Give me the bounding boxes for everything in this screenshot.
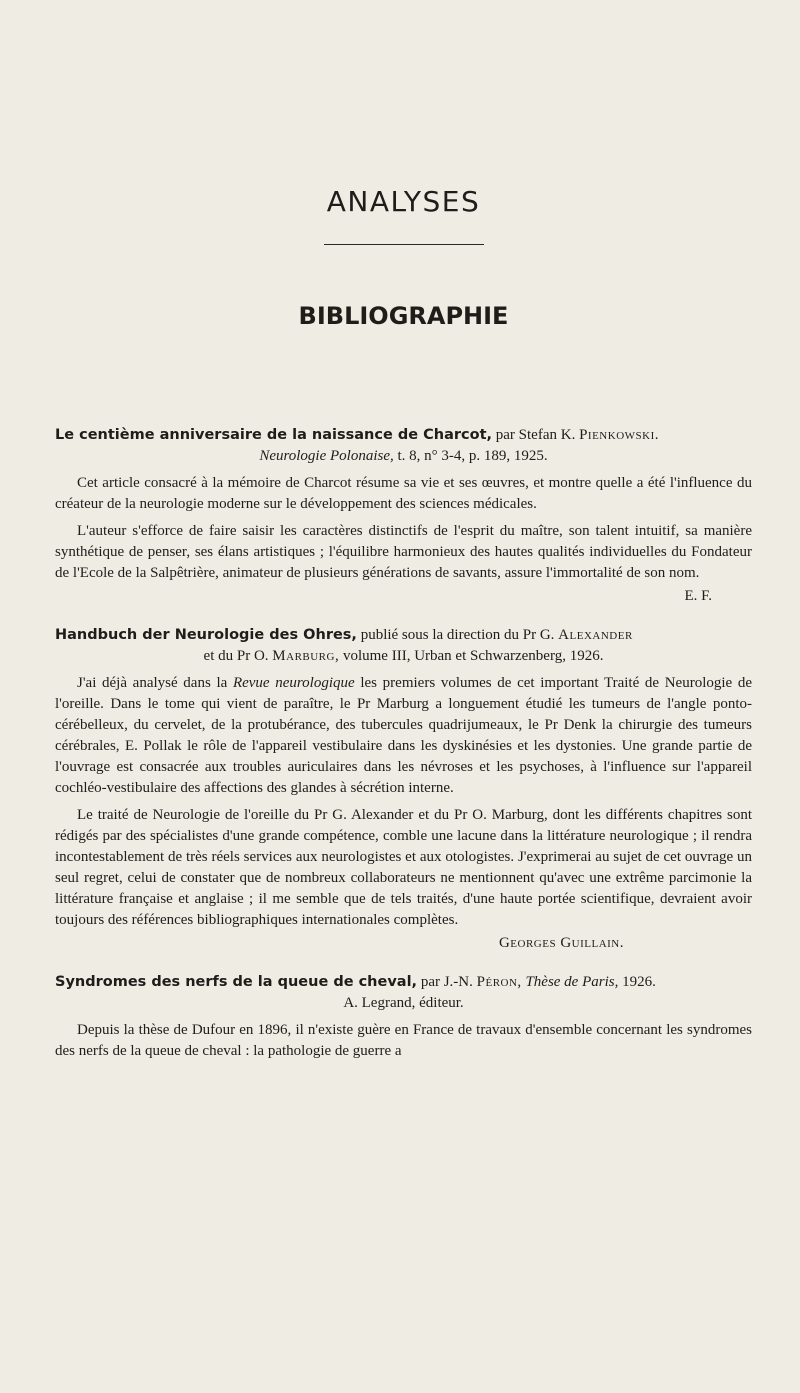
entry-paragraph: Le traité de Neurologie de l'oreille du Pr G. Alexander et du Pr O. Marburg, dont les différents chapitres sont rédigés par des spécialistes d'une grande compétence, comble une lacune dans la littérature neurologique ; il rendra incontestablement de très réels services aux neurologistes et aux otologistes. J'exprimerai au sujet de cet ouvrage un seul regret, celui de constater que de nombreux collaborateurs ne mentionnent qu'avec une extrême parcimonie la littérature française et anglaise ; il me semble que de tels traités, d'une haute portée scientifique, devraient avoir toujours des références bibliographiques internationales complètes. bbox=[55, 807, 752, 928]
entry-source-details: volume III, Urban et Schwarzenberg, 1926. bbox=[342, 648, 604, 664]
entry-coauthor: Marburg, bbox=[272, 648, 340, 664]
subsection-title: BIBLIOGRAPHIE bbox=[298, 302, 509, 330]
entry-title: Syndromes des nerfs de la queue de cheval, bbox=[55, 974, 418, 990]
bibliography-entry-syndromes bbox=[55, 972, 752, 1062]
journal-name: Revue neurologique bbox=[232, 675, 355, 691]
entry-heading bbox=[55, 625, 752, 667]
entry-direction: publié sous la direction du Pr G. bbox=[360, 627, 555, 643]
entry-journal: Neurologie Polonaise, bbox=[259, 448, 394, 464]
entry-author: Alexander bbox=[558, 627, 633, 643]
signature-name: Georges Guillain. bbox=[498, 935, 624, 951]
entry-source bbox=[55, 446, 752, 467]
entry-paragraph: L'auteur s'efforce de faire saisir les caractères distinctifs de l'esprit du maître, son talent intuitif, sa manière synthétique de penser, ses élans artistiques ; l'équilibre harmonieux des hautes qualités individuelles du Fondateur de l'Ecole de la Salpêtrière, animateur de plusieurs générations de savants, assure l'immortalité de son nom. bbox=[55, 523, 752, 581]
entry-source bbox=[55, 646, 752, 667]
entry-signature: E. F. bbox=[684, 588, 712, 604]
entry-author: Péron, bbox=[476, 974, 522, 990]
entry-thesis: Thèse de Paris, bbox=[525, 974, 619, 990]
entry-title: Handbuch der Neurologie des Ohres, bbox=[55, 627, 357, 643]
bibliography-entry-charcot bbox=[55, 425, 752, 607]
entry-signature bbox=[55, 933, 752, 954]
entry-heading bbox=[55, 972, 752, 1014]
entry-source-details: t. 8, n° 3-4, p. 189, 1925. bbox=[397, 448, 548, 464]
entry-by: par Stefan K. bbox=[495, 427, 576, 443]
entry-coauthor-prefix: et du Pr O. bbox=[203, 648, 269, 664]
entry-paragraph bbox=[55, 673, 752, 799]
entry-author: Pienkowski. bbox=[579, 427, 659, 443]
entry-paragraph: Cet article consacré à la mémoire de Charcot résume sa vie et ses œuvres, et montre quelle a été l'influence du créateur de la neurologie moderne sur le développement des sciences médicales. bbox=[55, 475, 752, 512]
entry-year: 1926. bbox=[622, 974, 656, 990]
entry-title: Le centième anniversaire de la naissance de Charcot, bbox=[55, 427, 493, 443]
section-title: ANALYSES bbox=[326, 185, 481, 218]
bibliography-entry-handbuch bbox=[55, 625, 752, 954]
entry-by: par J.-N. bbox=[420, 974, 473, 990]
spacer bbox=[55, 333, 752, 425]
entry-publisher: A. Legrand, éditeur. bbox=[343, 995, 464, 1011]
entry-heading bbox=[55, 425, 752, 467]
title-divider bbox=[324, 244, 484, 245]
entry-paragraph: Depuis la thèse de Dufour en 1896, il n'existe guère en France de travaux d'ensemble concernant les syndromes des nerfs de la queue de cheval : la pathologie de guerre a bbox=[55, 1022, 752, 1059]
paragraph-text: les premiers volumes de cet important Traité de Neurologie de l'oreille. Dans le tome qui vient de paraître, le Pr Marburg a longuement étudié les tumeurs de l'angle ponto-cérébelleux, du cervelet, de la protubérance, des tubercules quadrijumeaux, le Pr Denk la chirurgie des tumeurs cérébrales, E. Pollak le rôle de l'appareil vestibulaire dans les dyskinésies et les dystonies. Une grande partie de l'ouvrage est consacrée aux troubles auriculaires dans les névroses et les psychoses, à l'influence sur l'appareil cochléo-vestibulaire des affections des glandes à sécrétion interne. bbox=[55, 675, 753, 796]
paragraph-text: J'ai déjà analysé dans la bbox=[77, 675, 228, 691]
top-margin bbox=[55, 0, 752, 182]
